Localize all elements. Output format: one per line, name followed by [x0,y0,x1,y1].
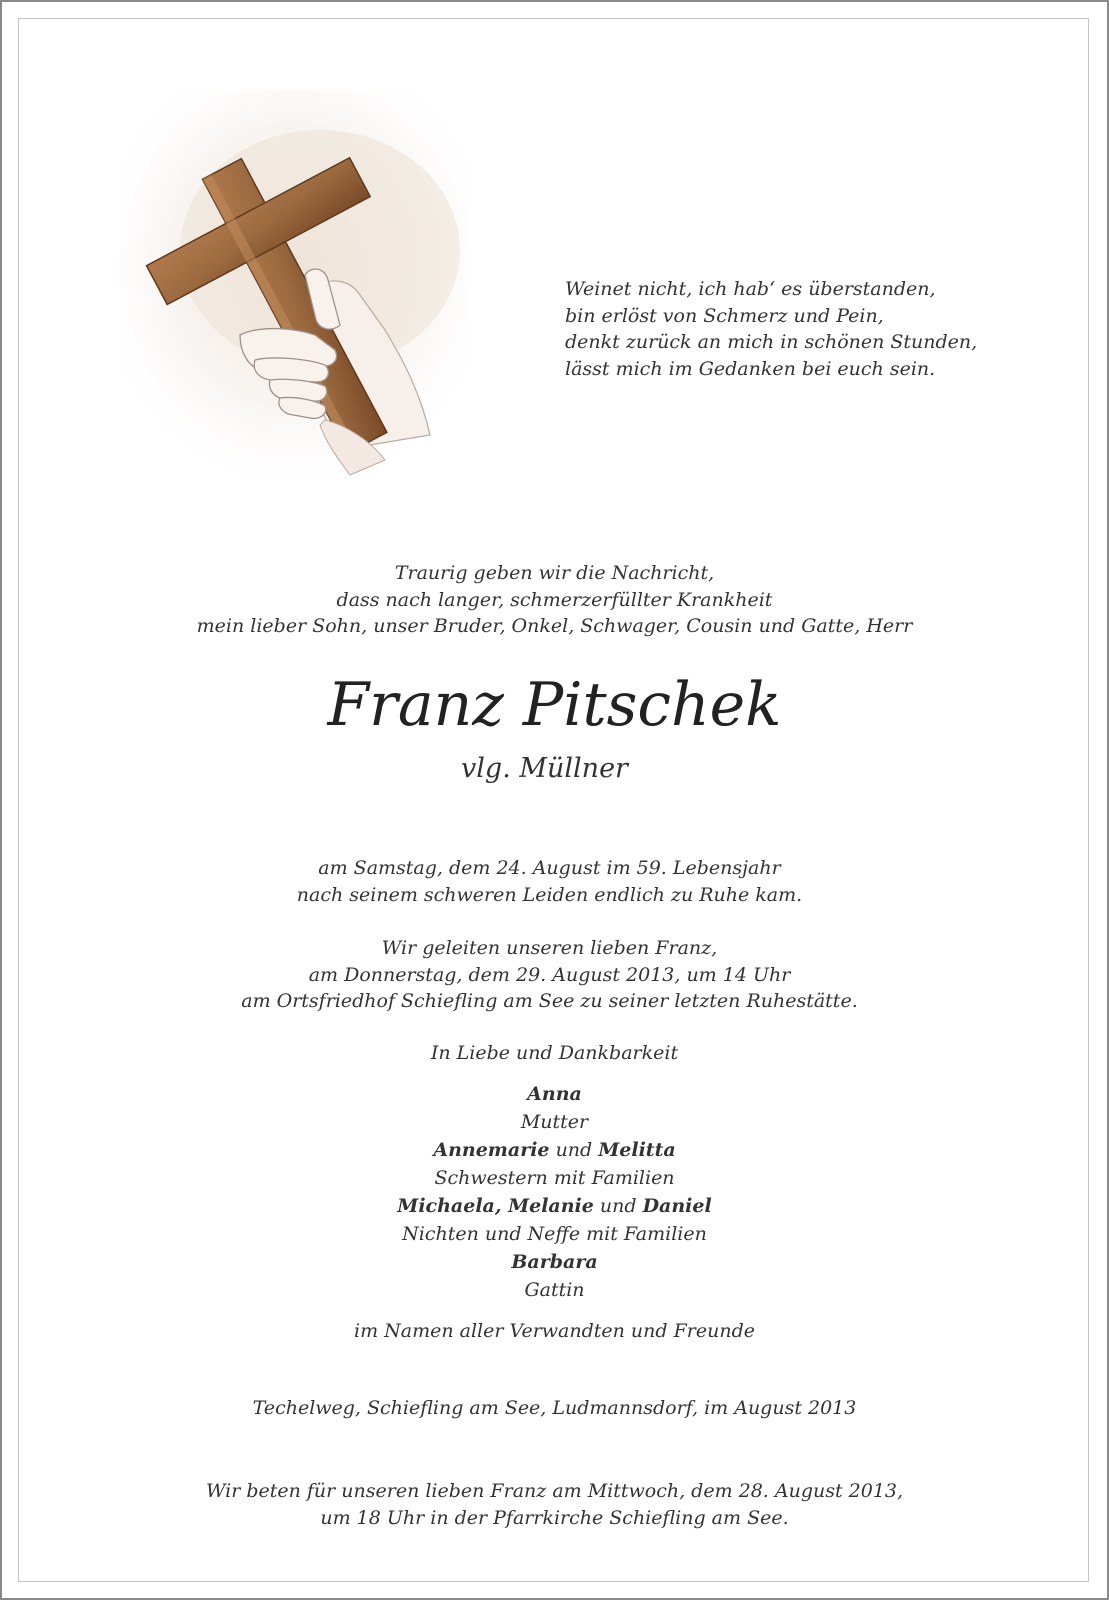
mourner-group [0,1192,1109,1248]
mourner-group [0,1080,1109,1136]
mourner-role: Gattin [524,1279,585,1301]
prayer-line: Wir beten für unseren lieben Franz am Mittwoch, dem 28. August 2013, [205,1480,904,1502]
mourners-list [0,1080,1109,1304]
conjunction: und [549,1139,599,1161]
mourner-role: Schwestern mit Familien [434,1167,675,1189]
intro-line: dass nach langer, schmerzerfüllter Krankheit [336,588,773,611]
mourner-name: Annemarie [433,1139,550,1161]
mourner-name: Anna [527,1083,582,1105]
mourner-group [0,1136,1109,1192]
place-date: Techelweg, Schiefling am See, Ludmannsdorf, im August 2013 [252,1397,857,1419]
cross-in-hands-illustration [120,90,470,480]
poem-line: Weinet nicht, ich hab‘ es überstanden, [565,278,936,300]
funeral-line: am Ortsfriedhof Schiefling am See zu seiner letzten Ruhestätte. [241,990,858,1012]
mourner-name: Melitta [598,1139,676,1161]
mourner-name: Daniel [642,1195,712,1217]
mourner-name: Barbara [511,1251,598,1273]
funeral-line: am Donnerstag, dem 29. August 2013, um 14 Uhr [308,963,791,986]
poem-line: lässt mich im Gedanken bei euch sein. [565,357,936,380]
deceased-name: Franz Pitschek [327,670,782,740]
death-notice [0,855,1104,908]
death-line: am Samstag, dem 24. August im 59. Lebensjahr [318,857,781,879]
intro-line: mein lieber Sohn, unser Bruder, Onkel, Schwager, Cousin und Gatte, Herr [196,615,913,637]
mourner-name: Michaela, Melanie [397,1195,594,1217]
poem [565,276,977,382]
mourner-role: Nichten und Neffe mit Familien [402,1223,707,1245]
poem-line: bin erlöst von Schmerz und Pein, [565,304,884,327]
intro-text [0,560,1109,640]
conjunction: und [593,1195,643,1217]
mourner-role: Mutter [520,1111,589,1133]
mourner-group [0,1248,1109,1304]
death-line: nach seinem schweren Leiden endlich zu Ruhe kam. [296,883,803,906]
prayer-line: um 18 Uhr in der Pfarrkirche Schiefling am See. [320,1506,789,1529]
gratitude-line: In Liebe und Dankbarkeit [430,1042,679,1064]
funeral-line: Wir geleiten unseren lieben Franz, [381,937,718,959]
deceased-vulgo-name: vlg. Müllner [461,753,628,784]
prayer-notice [0,1478,1109,1531]
intro-line: Traurig geben wir die Nachricht, [394,562,715,584]
closing-line: im Namen aller Verwandten und Freunde [354,1320,755,1342]
funeral-notice [0,935,1104,1015]
poem-line: denkt zurück an mich in schönen Stunden, [565,331,978,353]
